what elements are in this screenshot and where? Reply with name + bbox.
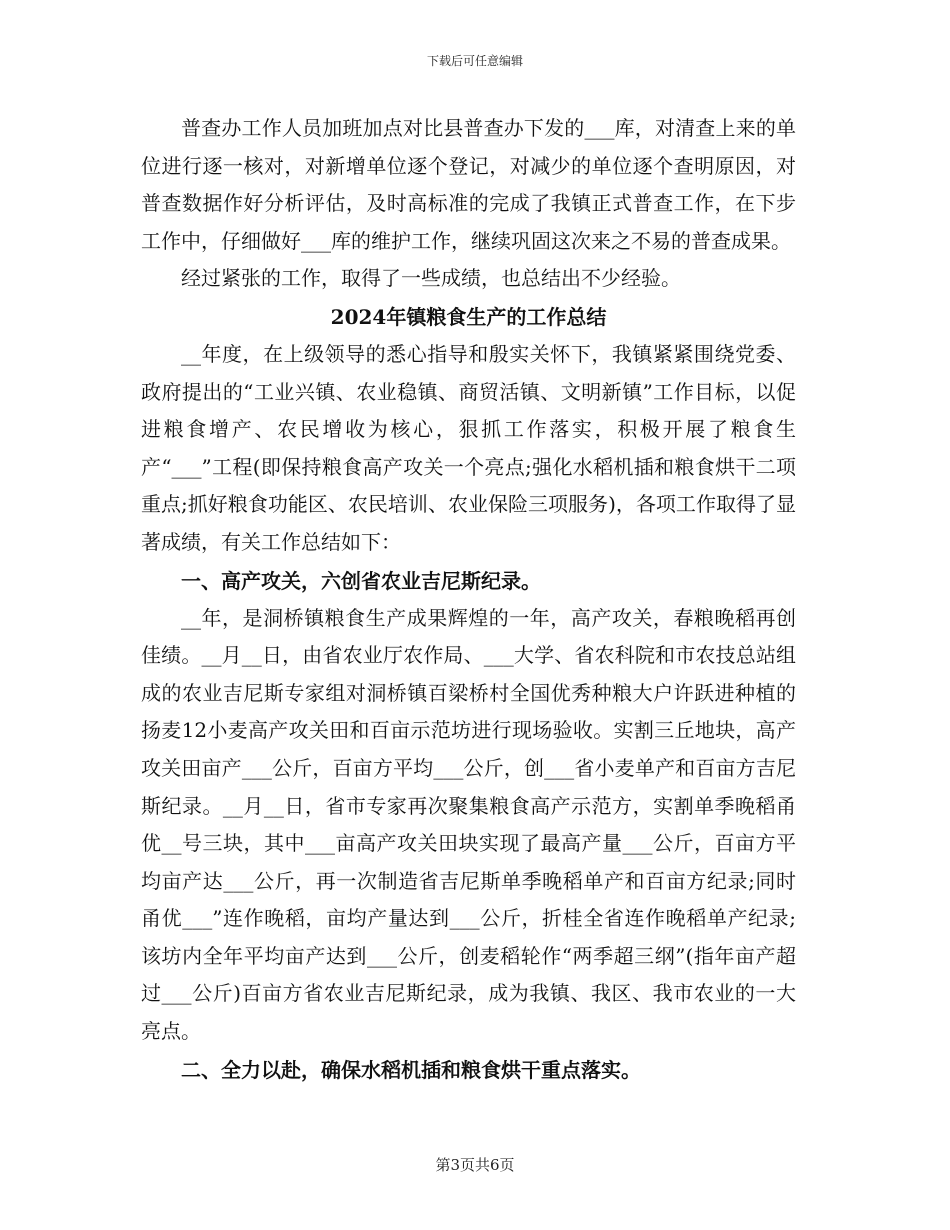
paragraph-intro: __年度，在上级领导的悉心指导和殷实关怀下，我镇紧紧围绕党委、政府提出的“工业兴镇、农业稳镇、商贸活镇、文明新镇”工作目标，以促进粮食增产、农民增收为核心，狠抓工作落实，积极开展了粮食生产“___”工程(即保持粮食高产攻关一个亮点;强化水稻机插和粮食烘干二项重点;抓好粮食功能区、农民培训、农业保险三项服务)，各项工作取得了显著成绩，有关工作总结如下：: [141, 341, 796, 554]
section-heading-1: 一、高产攻关，六创省农业吉尼斯纪录。: [181, 568, 541, 593]
page-header: 下载后可任意编辑: [426, 54, 523, 68]
section-heading-2: 二、全力以赴，确保水稻机插和粮食烘干重点落实。: [181, 1057, 641, 1082]
document-body: [141, 110, 796, 1089]
paragraph-high-yield: __年，是洞桥镇粮食生产成果辉煌的一年，高产攻关，春粮晚稻再创佳绩。__月__日，由省农业厅农作局、___大学、省农科院和市农技总站组成的农业吉尼斯专家组对洞桥镇百梁桥村全国优秀种粮大户许跃进种植的扬麦12小麦高产攻关田和百亩示范坊进行现场验收。实割三丘地块，高产攻关田亩产___公斤，百亩方平均___公斤，创___省小麦单产和百亩方吉尼斯纪录。__月__日，省市专家再次聚集粮食高产示范方，实割单季晚稻甬优__号三块，其中___亩高产攻关田块实现了最高产量___公斤，百亩方平均亩产达___公斤，再一次制造省吉尼斯单季晚稻单产和百亩方纪录;同时甬优___”连作晚稻，亩均产量达到___公斤，折桂全省连作晚稻单产纪录;该坊内全年平均亩产达到___公斤，创麦稻轮作“两季超三纲”(指年亩产超过___公斤)百亩方省农业吉尼斯纪录，成为我镇、我区、我市农业的一大亮点。: [141, 605, 796, 1044]
document-title: 2024年镇粮食生产的工作总结: [330, 304, 607, 329]
paragraph-census-work: 普查办工作人员加班加点对比县普查办下发的___库，对清查上来的单位进行逐一核对，对新增单位逐个登记，对减少的单位逐个查明原因，对普查数据作好分析评估，及时高标准的完成了我镇正式普查工作，在下步工作中，仔细做好___库的维护工作，继续巩固这次来之不易的普查成果。: [141, 116, 796, 253]
paragraph-experience: 经过紧张的工作，取得了一些成绩，也总结出不少经验。: [181, 266, 681, 291]
page-footer: 第3页共6页: [435, 1156, 515, 1174]
